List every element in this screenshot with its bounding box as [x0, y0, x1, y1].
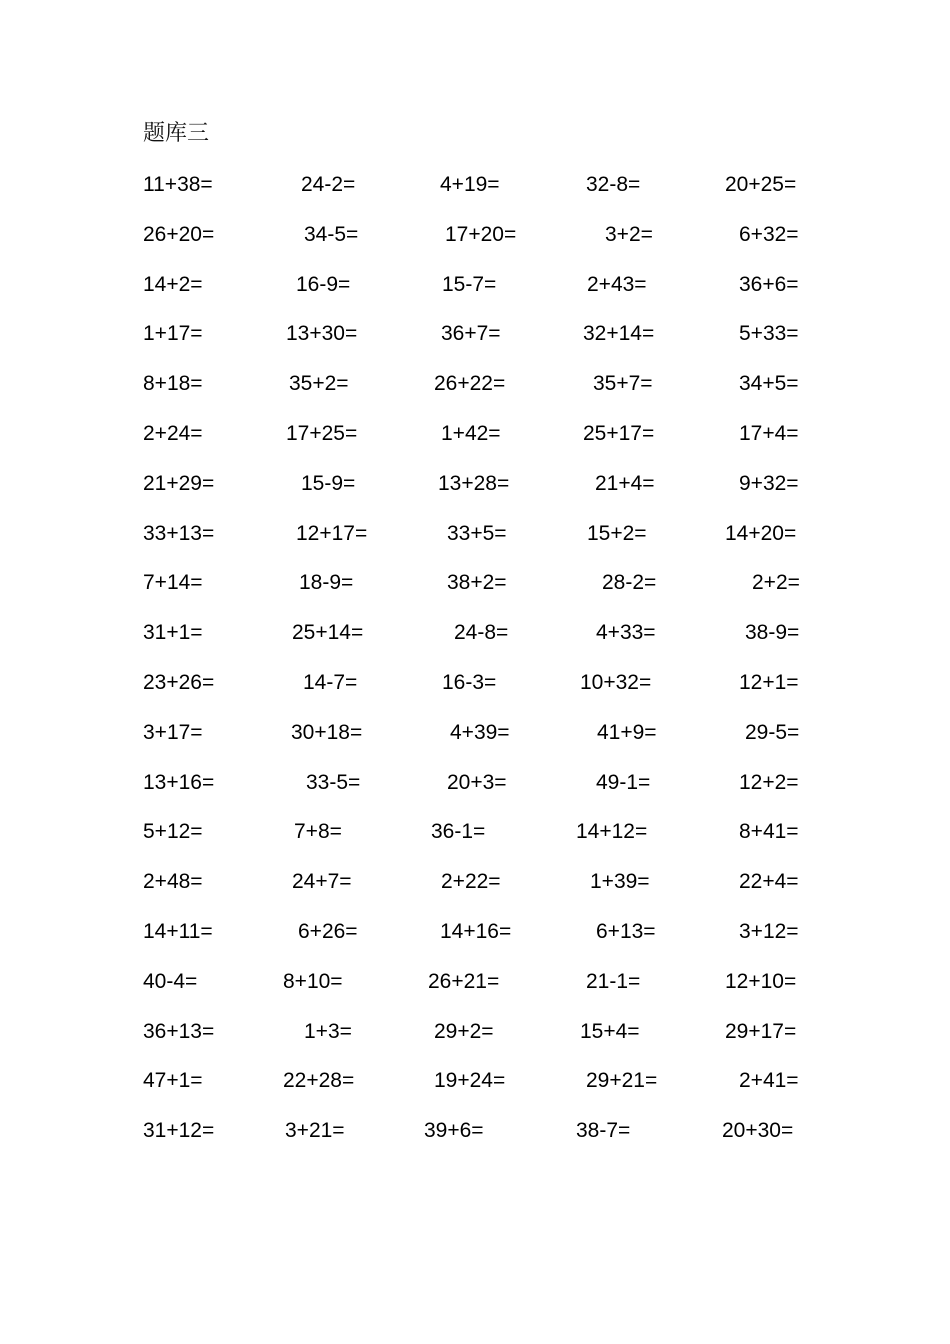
math-problem: 15+4=	[580, 1019, 640, 1043]
math-problem: 36-1=	[431, 820, 486, 844]
math-problem: 26+21=	[428, 969, 500, 993]
math-problem: 21-1=	[586, 969, 641, 993]
math-problem: 17+4=	[739, 422, 799, 445]
math-problem: 34+5=	[739, 372, 799, 396]
math-problem: 40-4=	[143, 969, 198, 993]
math-problem: 26+22=	[434, 372, 506, 396]
math-problem: 38-9=	[745, 621, 800, 645]
math-problem: 14+16=	[440, 920, 512, 943]
math-problem: 24+7=	[292, 870, 352, 894]
math-problem: 6+32=	[739, 222, 799, 246]
math-problem: 33-5=	[306, 770, 361, 794]
math-problem: 38-7=	[576, 1119, 631, 1143]
math-problem: 12+17=	[296, 521, 368, 545]
problem-row	[0, 817, 950, 847]
problem-row	[0, 519, 950, 549]
math-problem: 20+30=	[722, 1119, 794, 1143]
math-problem: 5+33=	[739, 322, 799, 346]
problem-row	[0, 1116, 950, 1146]
math-problem: 19+24=	[434, 1069, 506, 1093]
problem-row	[0, 668, 950, 698]
math-problem: 3+2=	[605, 222, 653, 246]
math-problem: 33+13=	[143, 521, 215, 545]
math-problem: 35+2=	[289, 372, 349, 396]
math-problem: 17+20=	[445, 222, 517, 246]
math-problem: 16-3=	[442, 671, 497, 694]
math-problem: 2+22=	[441, 870, 501, 894]
math-problem: 30+18=	[291, 720, 363, 744]
problem-row	[0, 1017, 950, 1047]
math-problem: 16-9=	[296, 272, 351, 296]
math-problem: 32+14=	[583, 322, 655, 346]
math-problem: 36+13=	[143, 1019, 215, 1043]
math-problem: 31+1=	[143, 621, 203, 645]
math-problem: 13+28=	[438, 471, 510, 495]
math-problem: 6+26=	[298, 920, 358, 943]
math-problem: 33+5=	[447, 521, 507, 545]
math-problem: 9+32=	[739, 471, 799, 495]
problem-row	[0, 220, 950, 250]
problem-row	[0, 568, 950, 598]
math-problem: 39+6=	[424, 1119, 484, 1143]
math-problem: 12+10=	[725, 969, 797, 993]
math-problem: 23+26=	[143, 671, 215, 694]
math-problem: 12+1=	[739, 671, 799, 694]
math-problem: 4+33=	[596, 621, 656, 645]
problem-row	[0, 867, 950, 897]
math-problem: 13+16=	[143, 770, 215, 794]
math-problem: 3+17=	[143, 720, 203, 744]
math-problem: 29+17=	[725, 1019, 797, 1043]
math-problem: 29-5=	[745, 720, 800, 744]
problem-row	[0, 270, 950, 300]
problem-row	[0, 618, 950, 648]
problem-row	[0, 369, 950, 399]
math-problem: 15+2=	[587, 521, 647, 545]
math-problem: 1+39=	[590, 870, 650, 894]
problem-row	[0, 718, 950, 748]
math-problem: 24-8=	[454, 621, 509, 645]
math-problem: 41+9=	[597, 720, 657, 744]
problem-row	[0, 917, 950, 947]
math-problem: 2+2=	[752, 571, 800, 595]
math-problem: 6+13=	[596, 920, 656, 943]
math-problem: 14+11=	[143, 920, 213, 943]
math-problem: 32-8=	[586, 173, 641, 196]
math-problem: 22+28=	[283, 1069, 355, 1093]
math-problem: 20+25=	[725, 173, 797, 196]
math-problem: 5+12=	[143, 820, 203, 844]
math-problem: 1+42=	[441, 422, 501, 445]
math-problem: 3+21=	[285, 1119, 345, 1143]
math-problem: 25+17=	[583, 422, 655, 445]
math-problem: 15-9=	[301, 471, 356, 495]
math-problem: 1+17=	[143, 322, 203, 346]
math-problem: 36+7=	[441, 322, 501, 346]
math-problem: 15-7=	[442, 272, 497, 296]
math-problem: 31+12=	[143, 1119, 215, 1143]
math-problem: 35+7=	[593, 372, 653, 396]
math-problem: 3+12=	[739, 920, 799, 943]
math-problem: 2+48=	[143, 870, 203, 894]
math-problem: 2+41=	[739, 1069, 799, 1093]
math-problem: 34-5=	[304, 222, 359, 246]
math-problem: 25+14=	[292, 621, 364, 645]
problem-row	[0, 469, 950, 499]
math-problem: 14+20=	[725, 521, 797, 545]
math-problem: 1+3=	[304, 1019, 352, 1043]
math-problem: 14+2=	[143, 272, 203, 296]
math-problem: 29+2=	[434, 1019, 494, 1043]
math-problem: 7+14=	[143, 571, 203, 595]
math-problem: 29+21=	[586, 1069, 658, 1093]
math-problem: 14+12=	[576, 820, 648, 844]
math-problem: 11+38=	[143, 173, 213, 196]
math-problem: 13+30=	[286, 322, 358, 346]
math-problem: 24-2=	[301, 173, 356, 196]
math-problem: 10+32=	[580, 671, 652, 694]
problem-row	[0, 768, 950, 798]
math-problem: 22+4=	[739, 870, 799, 894]
math-problem: 2+43=	[587, 272, 647, 296]
math-problem: 47+1=	[143, 1069, 203, 1093]
math-problem: 49-1=	[596, 770, 651, 794]
problem-row	[0, 419, 950, 449]
problem-row	[0, 170, 950, 200]
math-problem: 4+39=	[450, 720, 510, 744]
problem-row	[0, 1066, 950, 1096]
math-problem: 26+20=	[143, 222, 215, 246]
math-problem: 8+41=	[739, 820, 799, 844]
math-problem: 21+4=	[595, 471, 655, 495]
math-problem: 21+29=	[143, 471, 215, 495]
math-problem: 8+18=	[143, 372, 203, 396]
math-problem: 18-9=	[299, 571, 354, 595]
math-problem: 2+24=	[143, 422, 203, 445]
problem-row	[0, 319, 950, 349]
math-problem: 14-7=	[303, 671, 358, 694]
math-problem: 8+10=	[283, 969, 343, 993]
math-problem: 38+2=	[447, 571, 507, 595]
math-problem: 36+6=	[739, 272, 799, 296]
problem-row	[0, 967, 950, 997]
math-problem: 28-2=	[602, 571, 657, 595]
math-problem: 12+2=	[739, 770, 799, 794]
math-problem: 20+3=	[447, 770, 507, 794]
page-title: 题库三	[143, 121, 210, 146]
math-problem: 7+8=	[294, 820, 342, 844]
math-problem: 4+19=	[440, 173, 500, 196]
math-problem: 17+25=	[286, 422, 358, 445]
